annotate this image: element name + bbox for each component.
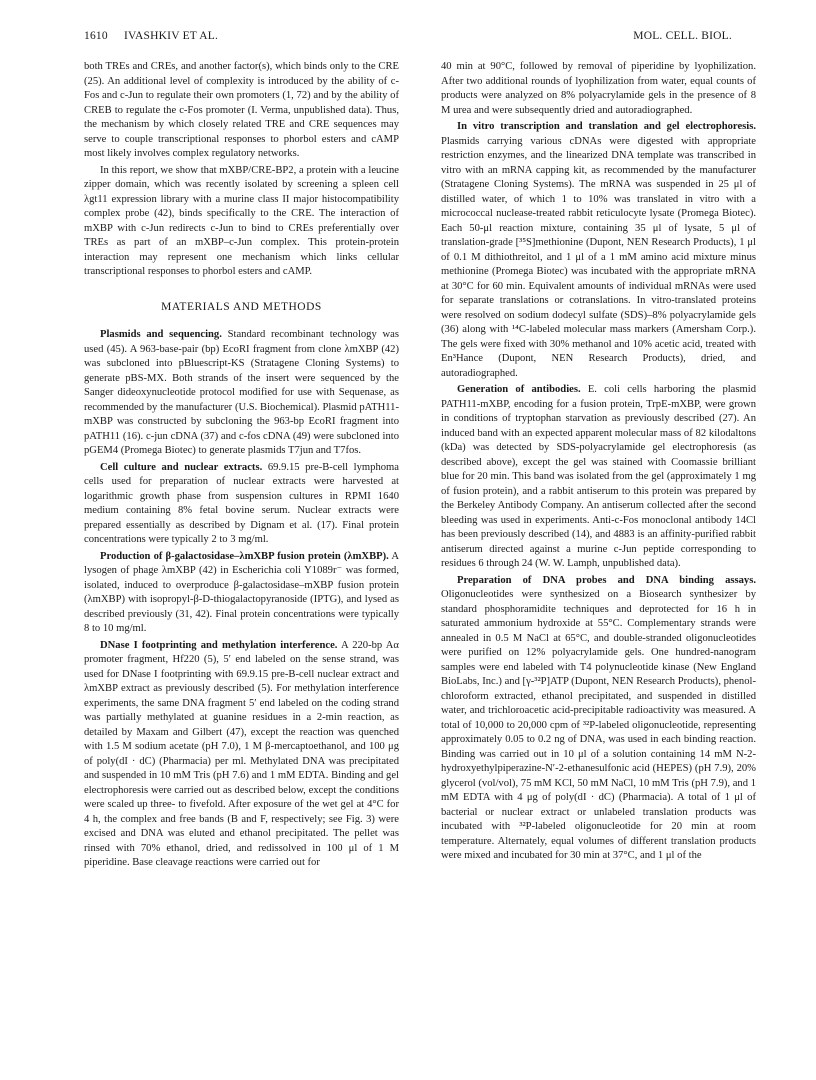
intro-paragraph: In this report, we show that mXBP/CRE-BP2, a protein with a leucine zipper domain, which was recently isolated by screening a spleen cell λgt11 expression library with a murine class II major histocompatibility complex probe (42), binds specifically to the CRE. The interaction of mXBP with c-Jun redirects c-Jun to bind to CREs preferentially over TREs as part of an mXBP–c-Jun complex. This protein-protein interaction may represent one mechanism which links cellular transcriptional responses to phorbol esters and cAMP.: [84, 164, 399, 277]
run-in-heading: Cell culture and nuclear extracts.: [100, 461, 263, 473]
run-in-heading: In vitro transcription and translation and gel electrophoresis.: [457, 121, 756, 132]
right-column: [441, 60, 756, 864]
running-authors: IVASHKIV ET AL.: [124, 30, 219, 42]
run-in-heading: Production of β-galactosidase–λmXBP fusion protein (λmXBP).: [100, 550, 389, 562]
culture-paragraph: [84, 461, 399, 548]
run-in-heading: DNase I footprinting and methylation interference.: [100, 639, 338, 651]
run-in-heading: Plasmids and sequencing.: [100, 329, 222, 340]
paragraph-body: E. coli cells harboring the plasmid PATH11-mXBP, encoding for a fusion protein, TrpE-mXBP, were grown in conditions of tryptophan starvation as previously described (27). An induced band with an expected apparent molecular mass of 82 kilodaltons (kDa) was detected by SDS-polyacrylamide gel electrophoresis (as described above), except the gel was stained with Coomassie brilliant blue for 20 min. This band was isolated from the gel (approximately 1 mg of fusion protein), and a rabbit antiserum to this protein was prepared by the Berkeley Antibody Company. An antiserum collected after the second bleeding was used in experiments. Anti-c-Fos monoclonal antibody 14Cl has been previously described (14), and 4883 is an affinity-purified rabbit antiserum directed against a murine c-Jun peptide corresponding to residues 6 through 24 (W. W. Lamph, unpublished data).: [441, 384, 756, 569]
run-in-heading: Preparation of DNA probes and DNA binding assays.: [457, 574, 756, 586]
journal-name: MOL. CELL. BIOL.: [633, 30, 732, 42]
production-paragraph: [84, 550, 399, 637]
intro-continuation: both TREs and CREs, and another factor(s), which binds only to the CRE (25). An additional level of complexity is introduced by the ability of c-Fos and c-Jun to regulate their own promoters (1, 72) and by the ability of CREB to regulate the c-Fos promoter (I. Verma, unpublished data). Thus, the mechanism by which closely related TRE and CRE sequences may serve to couple transcriptional responses to phorbol esters and cAMP most likely involves complex regulatory networks.: [84, 61, 399, 159]
paragraph-body: Plasmids carrying various cDNAs were digested with appropriate restriction enzymes, and the linearized DNA template was transcribed in vitro with an mRNA capping kit, as recommended by the manufacturer (Stratagene Cloning Systems). The mRNA was suspended in 25 μl of distilled water, of which 1 to 10% was translated in vitro with a micrococcal nuclease-treated rabbit reticulocyte lysate (Promega Biotec). Each 50-μl reaction mixture, containing 35 μl of lysate, 5 μl of translation-grade [³⁵S]methionine (Dupont, NEN Research Products), 1 μl of 0.1 M dithiothreitol, and 1 μl of a 1 mM amino acid mixture minus methionine (Promega Biotec) was incubated with the appropriate mRNA at 30°C for 60 min. Equivalent amounts of individual mRNAs were used for separate translations or cotranslations. In vitro-translated proteins were resolved on sodium dodecyl sulfate (SDS)–8% polyacrylamide gels (36) along with ¹⁴C-labeled molecular mass markers (Amersham Corp.). The gels were fixed with 30% methanol and 10% acetic acid, treated with En³Hance (Dupont, NEN Research Products), dried, and autoradiographed.: [441, 135, 756, 379]
dnase-continuation: 40 min at 90°C, followed by removal of piperidine by lyophilization. After two additional rounds of lyophilization from water, equal counts of products were analyzed on 8% polyacrylamide gels in the presence of 8 M urea and were subsequently dried and autoradiographed.: [441, 61, 756, 116]
section-title: MATERIALS AND METHODS: [161, 300, 322, 313]
page-number: 1610: [84, 30, 108, 42]
antibodies-paragraph: [441, 383, 756, 572]
dnase-paragraph: [84, 639, 399, 871]
invitro-paragraph: [441, 120, 756, 381]
binding-assay-paragraph: [441, 574, 756, 864]
left-column: [84, 60, 399, 871]
run-in-heading: Generation of antibodies.: [457, 384, 581, 395]
paragraph-body: 69.9.15 pre-B-cell lymphoma cells used for preparation of nuclear extracts were harvested at logarithmic growth phase from suspension cultures in RPMI 1640 medium containing 8% fetal bovine serum. Nuclear extracts were prepared essentially as described by Dignam et al. (17). Final protein concentrations were typically 2 to 3 mg/ml.: [84, 461, 399, 545]
paragraph-body: A lysogen of phage λmXBP (42) in Escherichia coli Y1089r⁻ was formed, isolated, induced to overproduce β-galactosidase–mXBP fusion protein (λmXBP) with isopropyl-β-D-thiogalactopyranoside (IPTG), and lysed as described previously (31, 42). Final protein concentrations were typically 8 to 10 mg/ml.: [84, 550, 400, 634]
paragraph-body: Oligonucleotides were synthesized on a Biosearch synthesizer by standard phosphoramidite techniques and deprotected for 16 h in saturated ammonium hydroxide at 55°C. Complementary strands were annealed in 0.5 M NaCl at 65°C, and double-stranded oligonucleotides were purified on 12% polyacrylamide gels. One hundred-nanogram samples were end labeled with T4 polynucleotide kinase (New England BioLabs, Inc.) and [γ-³²P]ATP (Dupont, NEN Research Products), phenol-chloroform extracted, ethanol precipitated, and suspended in distilled water, and trichloroacetic acid-precipitable radioactivity was measured. A total of 10,000 to 20,000 cpm of ³²P-labeled oligonucleotide, representing approximately 0.05 to 0.2 ng of DNA, was used in each binding reaction. Binding was carried out in 10 μl of a solution containing 14 mM N-2-hydroxyethylpiperazine-N′-2-ethanesulfonic acid (HEPES) (pH 7.9), 20% glycerol (vol/vol), 75 mM KCl, 50 mM NaCl, 10 mM Tris (pH 7.9), and 1 mM EDTA with 4 μg of poly(dI · dC) (Pharmacia). A total of 1 μl of bacterial or nuclear extract or unlabeled translation products was incubated with ³²P-labeled oligonucleotide for 20 min at room temperature. Alternately, equal volumes of different translation products were mixed and incubated for 30 min at 37°C, and 1 μl of the: [441, 589, 756, 861]
page-header: [84, 30, 732, 46]
paragraph-body: Standard recombinant technology was used (45). A 963-base-pair (bp) EcoRI fragment from clone λmXBP (42) was subcloned into pBluescript-KS (Stratagene Cloning Systems) to generate pBS-MX. Both strands of the insert were sequenced by the Sanger dideoxynucleotide protocol modified for use with Sequenase, as recommended by the manufacturer (U.S. Biochemical). Plasmid pATH11-mXBP was constructed by subcloning the 963-bp EcoRI fragment into pATH11 (16). c-jun cDNA (37) and c-fos cDNA (49) were subcloned into pGEM4 (Promega Biotec) to generate plasmids T7jun and T7fos.: [84, 329, 399, 456]
plasmids-paragraph: [84, 328, 399, 459]
paragraph-body: A 220-bp Aα promoter fragment, Hf220 (5), 5′ end labeled on the sense strand, was used for DNase I footprinting with 69.9.15 pre-B-cell nuclear extract and λmXBP extract as previously described (5). For methylation interference experiments, the same DNA fragment 5′ end labeled on the coding strand was partially methylated at guanine residues in a 2-min reaction, as detailed by Maxam and Gilbert (47), except the reaction was quenched with 1.5 M sodium acetate (pH 7.0), 1 M β-mercaptoethanol, and 100 μg of poly(dI · dC) (Pharmacia) per ml. Methylated DNA was precipitated and suspended in 10 mM Tris (pH 7.6) and 1 mM EDTA. Binding and gel electrophoresis were carried out as described below, except the conditions were scaled up three- to fivefold. After exposure of the wet gel at 4°C for 4 h, the complex and free bands (B and F, respectively; see Fig. 3) were excised and DNA was eluted and ethanol precipitated. The pellet was rinsed with 70% ethanol, dried, and redissolved in 100 μl of 1 M piperidine. Base cleavage reactions were carried out for: [84, 639, 399, 868]
